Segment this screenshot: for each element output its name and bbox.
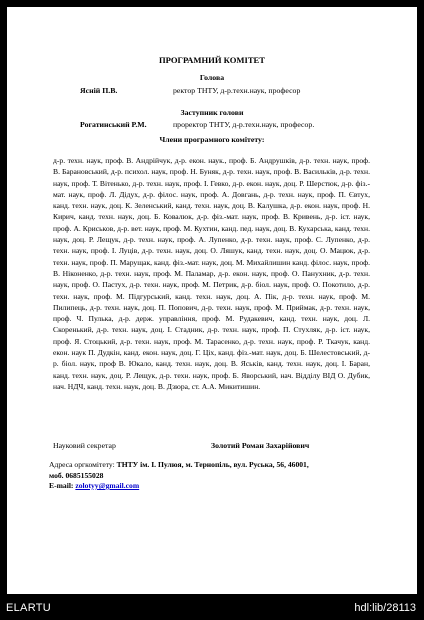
email-row bbox=[49, 481, 139, 490]
footer-repository-name: ELARTU bbox=[6, 602, 51, 614]
chair-role: ректор ТНТУ, д-р.техн.наук, професор bbox=[173, 86, 301, 95]
chair-name: Ясній П.В. bbox=[80, 86, 118, 95]
address-value: ТНТУ ім. І. Пулюя, м. Тернопіль, вул. Руська, 56, 46001, bbox=[116, 460, 309, 469]
deputy-role: проректор ТНТУ, д-р.техн.наук, професор. bbox=[173, 120, 315, 129]
deputy-heading: Заступник голови bbox=[180, 108, 244, 117]
phone-number: моб. 0685155028 bbox=[49, 470, 104, 480]
document-page bbox=[7, 7, 417, 594]
address-label: Адреса оргкомітету: bbox=[49, 460, 115, 469]
chair-heading: Голова bbox=[199, 73, 225, 82]
members-heading: Члени програмного комітету: bbox=[159, 135, 265, 144]
email-link[interactable]: zolotyy@gmail.com bbox=[75, 481, 140, 490]
address-block bbox=[49, 460, 379, 482]
document-title: ПРОГРАМНИЙ КОМІТЕТ bbox=[158, 55, 266, 65]
secretary-label: Науковий секретар bbox=[53, 441, 116, 450]
email-label: E-mail: bbox=[49, 481, 74, 490]
members-list: д-р. техн. наук, проф. В. Андрійчук, д-р. екон. наук., проф. Б. Андрушків, д-р. техн. наук, проф. В. Барановський, д-р. психол. наук, проф. Н. Буняк, д-р. техн. наук, проф. В. Васильків, д-р. техн. наук, проф. Т. Вітенько, д-р. техн. наук, проф. І. Гевко, д-р. екон. наук, доц. Р. Шерстюк, д-р. фіз.-мат. наук, проф. Л. Дідух, д-р. філос. наук, проф. А. Довгань, д-р. техн. наук, проф. П. Євтух, канд. техн. наук, доц. К. Зеленський, канд. техн. наук, доц. В. Калушка, д-р. екон. наук, проф. Н. Кирич, канд. техн. наук, доц. Б. Ковалюк, д-р. фіз.-мат. наук, проф. В. Кривень, д-р. іст. наук, проф. А. Криськов, д-р. вет. наук, проф. М. Кухтин, канд. пед. наук, доц. В. Кухарська, канд. техн. наук, доц. Р. Лещук, д-р. техн. наук, проф. А. Лупенко, д-р. техн. наук, проф. С. Лупенко, д-р. техн. наук, проф. І. Луців, д-р. техн. наук, доц. О. Ляшук, канд. техн. наук, доц. О. Мацюк, д-р. техн. наук, проф. П. Марущак, канд. фіз.-мат. наук, доц. М. Михайлишин канд. філос. наук, проф. В. Ніконенко, д-р. техн. наук, проф. М. Паламар, д-р. екон. наук, проф. О. Панухник, д-р. техн. наук, проф. О. Пастух, д-р. техн. наук, проф. М. Петрик, д-р. біол. наук, проф. О. Покотило, д-р. техн. наук, проф. М. Підгурський, канд. техн. наук, доц. А. Пік, д-р. техн. наук, проф. М. Пилипець, д-р. техн. наук, доц. П. Попович, д-р. техн. наук, проф. М. Приймак, д-р. техн. наук, проф. Ч. Пулька, д-р. держ. управління, проф. М. Рудакевич, канд. техн. наук, доц. Л. Скоренький, д-р. техн. наук, доц. І. Стадник, д-р. техн. наук, проф. П. Стухляк, д-р. іст. наук, проф. Я. Стоцький, д-р. техн. наук, проф. М. Тарасенко, д-р. техн. наук, проф. Р. Ткачук, канд. екон. наук П. Дудкін, канд. екон. наук, доц. Г. Ціх, канд. фіз.-мат. наук, доц. Б. Шелестовський, д-р. біол. наук, проф В. Юкало, канд. техн. наук, доц. В. Яськів, канд. техн. наук, доц. І. Баран, канд. техн. наук, доц. Р. Лещук, д-р. техн. наук, проф. Б. Яворський, нач. Відділу ВІД О. Дубик, нач. НДЧ, канд. техн. наук, доц. В. Дзюра, ст. А.А. Микитишин. bbox=[53, 156, 370, 391]
secretary-name: Золотий Роман Захарійович bbox=[211, 441, 310, 450]
footer-handle[interactable]: hdl:lib/28113 bbox=[354, 602, 416, 614]
deputy-name: Рогатинський Р.М. bbox=[80, 120, 147, 129]
